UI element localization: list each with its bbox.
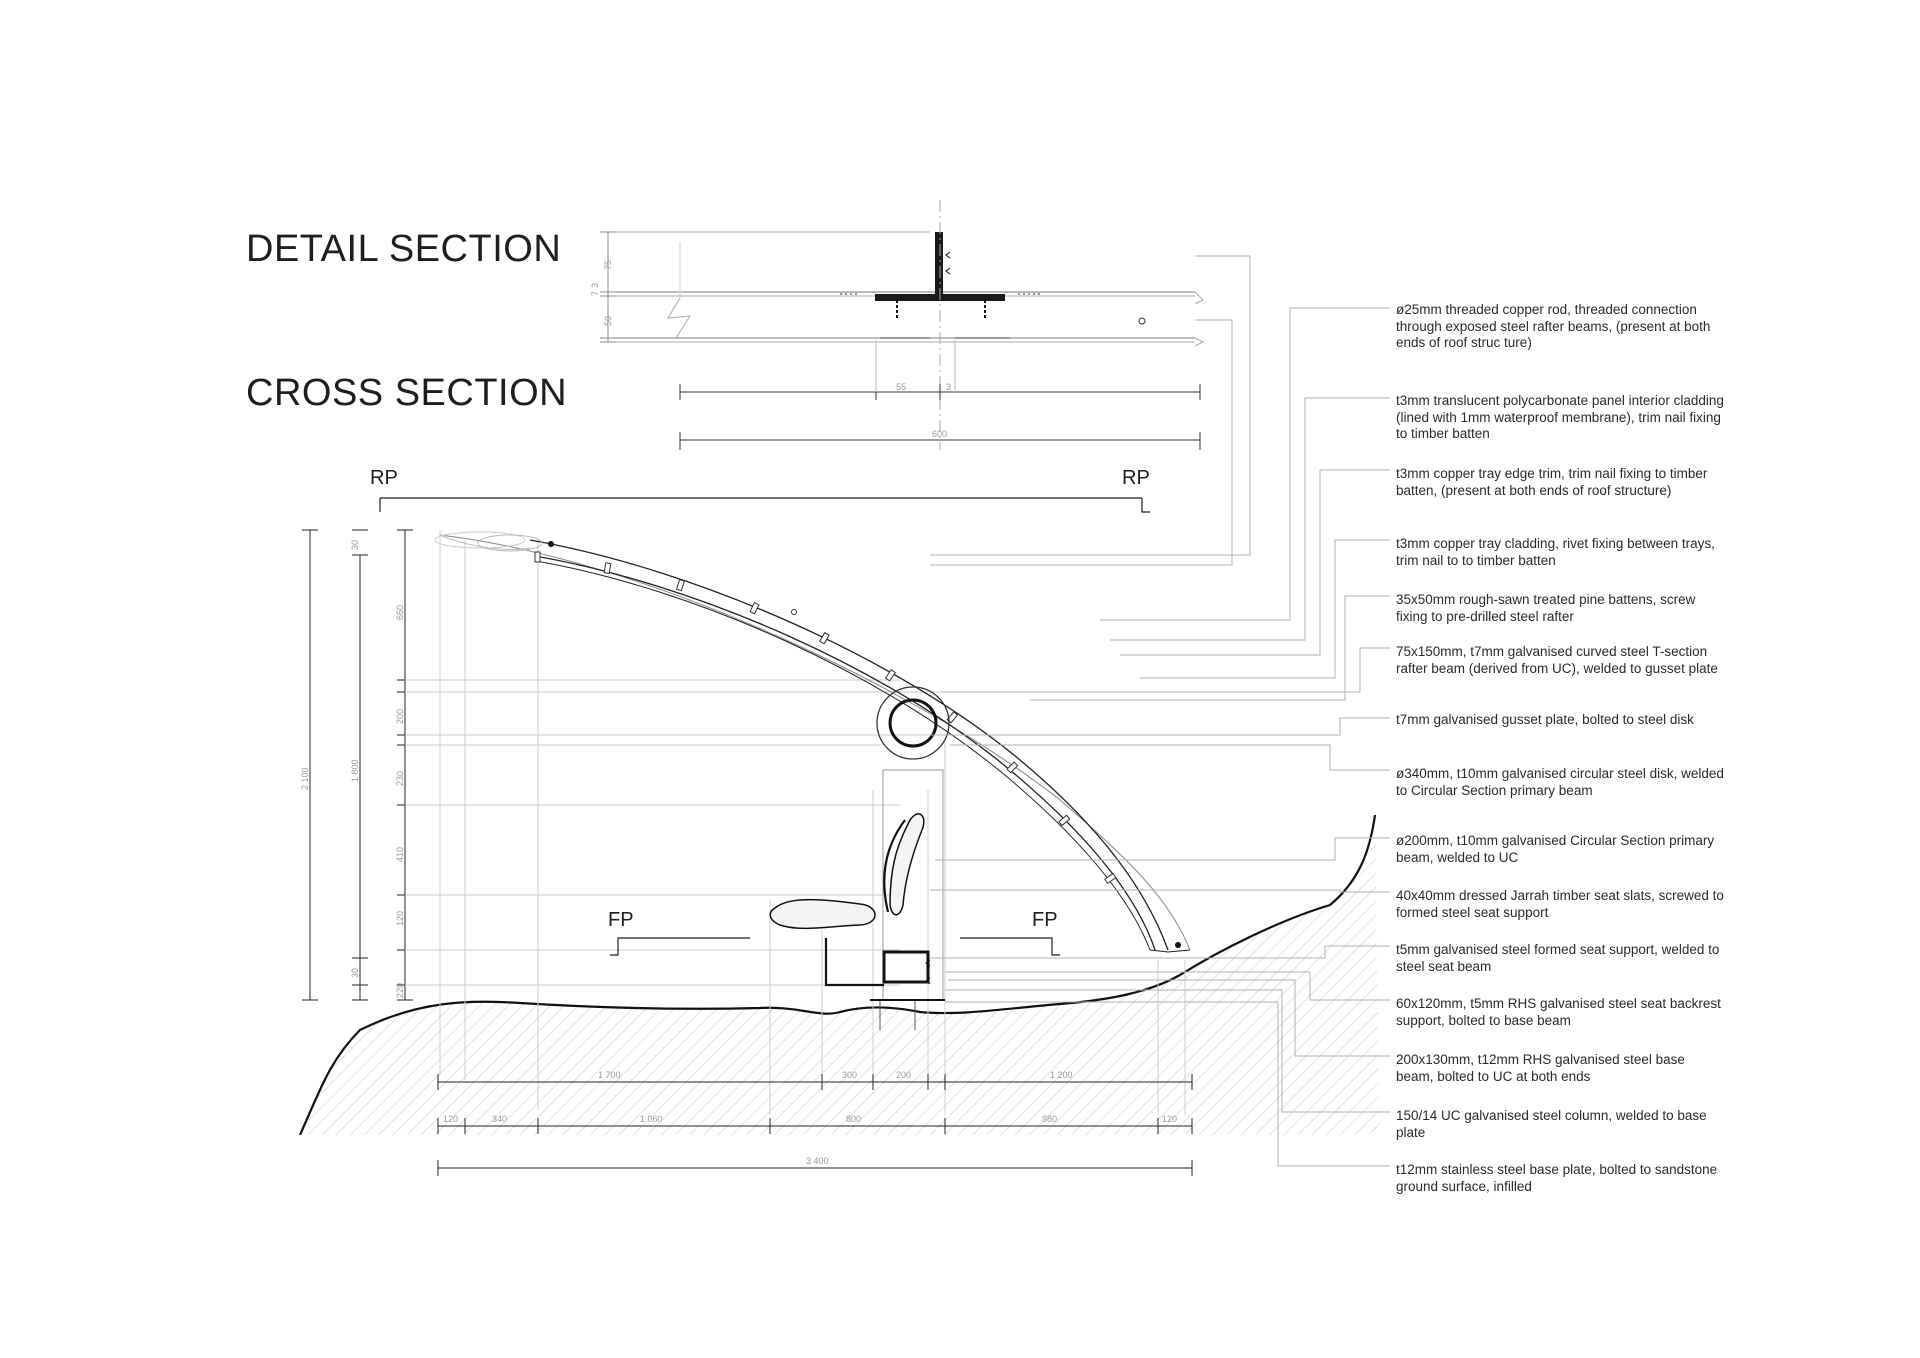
hdim-800: 800	[846, 1114, 862, 1124]
note-polycarbonate-panel: t3mm translucent polycarbonate panel interior cladding (lined with 1mm waterproof membrane), trim nail fixing to timber batten	[1396, 393, 1724, 441]
note-gusset-plate: t7mm galvanised gusset plate, bolted to steel disk	[1396, 712, 1694, 727]
detail-section-title: DETAIL SECTION	[246, 228, 562, 270]
dim-7: 7	[590, 290, 600, 296]
dim-660: 660	[395, 604, 405, 620]
note-copper-rod: ø25mm threaded copper rod, threaded connection through exposed steel rafter beams, (present at both ends of roof struc ture)	[1396, 302, 1711, 350]
dim-3: 3	[590, 282, 600, 288]
dim-30: 30	[350, 967, 360, 978]
rp-marker-right: RP	[1122, 467, 1150, 489]
note-seat-support: t5mm galvanised steel formed seat support, welded to steel seat beam	[1396, 942, 1720, 974]
fp-marker-left: FP	[608, 909, 634, 931]
note-base-beam: 200x130mm, t12mm RHS galvanised steel base beam, bolted to UC at both ends	[1396, 1052, 1685, 1084]
hdim-1060: 1 060	[640, 1114, 663, 1124]
dim-55: 55	[896, 382, 907, 392]
dim-75: 75	[603, 259, 613, 270]
note-steel-disk: ø340mm, t10mm galvanised circular steel disk, welded to Circular Section primary beam	[1396, 766, 1724, 798]
fp-section-line	[610, 938, 1060, 955]
ground-hatch	[300, 815, 1380, 1135]
hdim-1700: 1 700	[598, 1070, 621, 1080]
note-backrest-support: 60x120mm, t5mm RHS galvanised steel seat backrest support, bolted to base beam	[1396, 996, 1721, 1028]
dim-410: 410	[395, 846, 405, 862]
hdim-3400: 3 400	[806, 1156, 829, 1166]
note-uc-column: 150/14 UC galvanised steel column, welded to base plate	[1396, 1108, 1707, 1140]
dim-200: 200	[395, 708, 405, 724]
fp-marker-right: FP	[1032, 909, 1058, 931]
hdim-120a: 120	[443, 1114, 459, 1124]
roof-structure	[435, 532, 1190, 952]
dim-2100: 2 100	[300, 767, 310, 790]
dim-220: 220	[395, 982, 405, 998]
dim-600: 600	[932, 429, 948, 439]
dim-3b: 3	[946, 382, 952, 392]
seat-structure	[770, 687, 949, 1030]
hdim-120b: 120	[1162, 1114, 1178, 1124]
dim-1800: 1 800	[350, 759, 360, 782]
hdim-200: 200	[896, 1070, 912, 1080]
hdim-1200: 1 200	[1050, 1070, 1073, 1080]
note-copper-tray-cladding: t3mm copper tray cladding, rivet fixing between trays, trim nail to to timber batten	[1396, 536, 1715, 568]
hdim-340: 340	[492, 1114, 508, 1124]
rp-section-line	[380, 498, 1150, 512]
note-seat-slats: 40x40mm dressed Jarrah timber seat slats, screwed to formed steel seat support	[1396, 888, 1724, 920]
note-base-plate: t12mm stainless steel base plate, bolted to sandstone ground surface, infilled	[1396, 1162, 1718, 1194]
note-copper-edge-trim: t3mm copper tray edge trim, trim nail fixing to timber batten, (present at both ends of roof structure)	[1396, 466, 1708, 498]
dim-230: 230	[395, 770, 405, 786]
hdim-300: 300	[842, 1070, 858, 1080]
note-rafter-beam: 75x150mm, t7mm galvanised curved steel T-section rafter beam (derived from UC), welded to gusset plate	[1396, 644, 1718, 676]
note-primary-beam: ø200mm, t10mm galvanised Circular Section primary beam, welded to UC	[1396, 833, 1715, 865]
hdim-980: 980	[1042, 1114, 1058, 1124]
rp-marker-left: RP	[370, 467, 398, 489]
cross-section-title: CROSS SECTION	[246, 372, 568, 414]
dim-top-30: 30	[350, 539, 360, 550]
dim-120: 120	[395, 910, 405, 926]
detail-section-drawing	[600, 200, 1203, 450]
dim-50: 50	[603, 315, 613, 326]
note-pine-battens: 35x50mm rough-sawn treated pine battens, screw fixing to pre-drilled steel rafter	[1396, 592, 1696, 624]
